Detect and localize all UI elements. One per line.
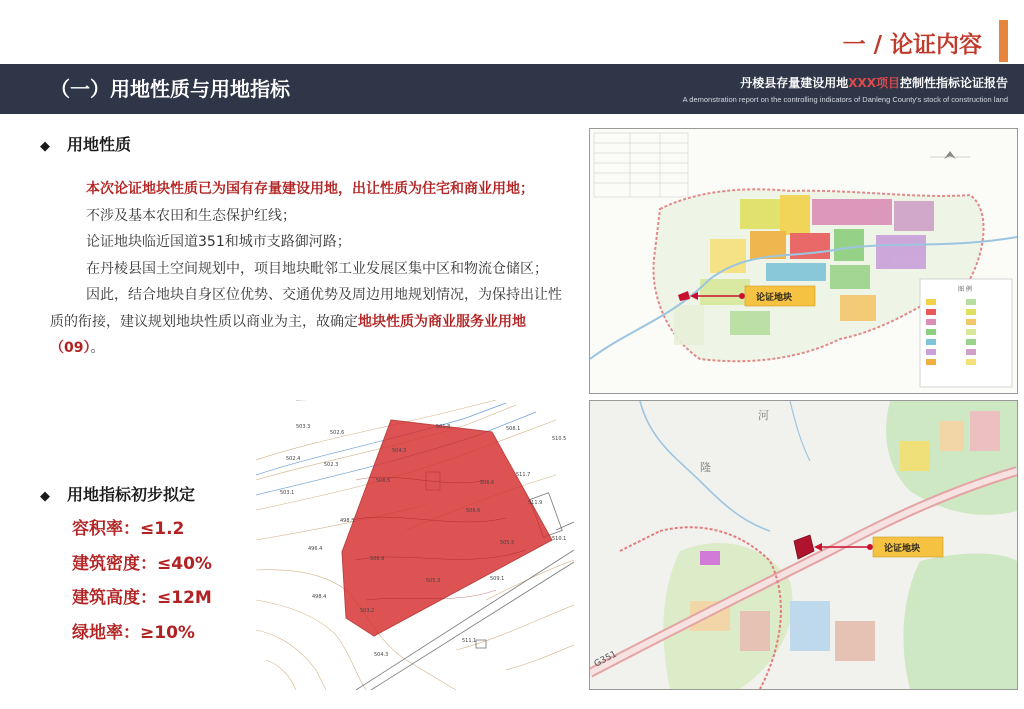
chapter-accent-bar: [999, 20, 1008, 62]
site-label-top: 论证地块: [756, 293, 793, 303]
elevation-label: 502.4: [286, 456, 301, 462]
river-name-label: 河: [758, 409, 769, 422]
elevation-label: 502.3: [324, 462, 339, 468]
conclusion-text: 因此，结合地块自身区位优势、交通优势及周边用地规划情况，为保持出让性质的衔接，建议规划地块性质以商业为主，故确定: [50, 287, 562, 330]
indicator-far: 容积率：≤1.2: [72, 519, 185, 539]
elevation-label: 496.4: [308, 546, 323, 552]
elevation-label: 498.4: [312, 594, 327, 600]
elevation-label: 505.5: [500, 540, 515, 546]
site-plan-drawing: [256, 400, 574, 690]
land-use-heading-label: 用地性质: [67, 135, 132, 154]
elevation-label: 503.1: [280, 490, 295, 496]
section-title: （一）用地性质与用地指标: [50, 77, 290, 101]
road-name-label: 隆: [700, 461, 711, 474]
report-title-prefix: 丹棱县存量建设用地: [740, 76, 849, 90]
conclusion-highlight: 地块性质为商业服务业用地（09）: [50, 313, 526, 356]
elevation-label: 511.9: [528, 500, 543, 506]
report-title-highlight: XXX项目: [848, 76, 900, 90]
elevation-label: 511.7: [516, 472, 531, 478]
report-title-english: A demonstration report on the controlling indicators of Danleng County's stock of construction land: [682, 95, 1008, 104]
land-use-conclusion: [50, 282, 570, 362]
elevation-label: 504.3: [374, 652, 389, 658]
section-banner: [0, 64, 1024, 114]
elevation-label: 510.1: [552, 536, 567, 542]
indicator-building-height: 建筑高度：≤12M: [72, 588, 212, 608]
conclusion-end: 。: [90, 340, 105, 356]
land-use-item: 论证地块临近国道351和城市支路御河路；: [86, 234, 351, 250]
report-title: [740, 74, 1008, 91]
county-landuse-drawing: [590, 129, 1017, 393]
chapter-title: 一 / 论证内容: [842, 32, 982, 58]
land-use-item: 在丹棱县国土空间规划中，项目地块毗邻工业发展区集中区和物流仓储区；: [86, 260, 548, 277]
indicators-heading: [40, 482, 195, 505]
legend-title: 图 例: [958, 286, 972, 293]
land-use-item: 不涉及基本农田和生态保护红线；: [86, 207, 296, 224]
elevation-label: 501.8: [436, 424, 451, 430]
land-use-lead: 本次论证地块性质已为国有存量建设用地，出让性质为住宅和商业用地；: [86, 181, 534, 197]
land-use-heading: [40, 132, 131, 155]
elevation-label: 508.1: [506, 426, 521, 432]
land-use-body: [50, 176, 570, 362]
site-label-bottom: 论证地块: [884, 544, 921, 554]
elevation-label: 506.5: [376, 478, 391, 484]
elevation-label: 509.1: [490, 576, 505, 582]
elevation-label: 510.5: [552, 436, 567, 442]
surrounding-landuse-drawing: [590, 401, 1017, 689]
elevation-label: 498.3: [340, 518, 355, 524]
diamond-bullet-icon: ◆: [40, 489, 50, 504]
county-landuse-map: [589, 128, 1018, 394]
surrounding-landuse-map: [589, 400, 1018, 690]
diamond-bullet-icon: ◆: [40, 139, 50, 154]
indicator-green-ratio: 绿地率：≥10%: [72, 622, 195, 643]
indicator-list: [72, 512, 212, 650]
road-label-g351: G351: [592, 649, 619, 670]
elevation-label: 504.3: [392, 448, 407, 454]
elevation-label: 511.1: [462, 638, 477, 644]
report-title-suffix: 控制性指标论证报告: [899, 76, 1008, 90]
elevation-label: 506.6: [466, 508, 481, 514]
elevation-label: 506.9: [370, 556, 385, 562]
elevation-label: 503.3: [296, 424, 311, 430]
elevation-label: 503.2: [360, 608, 375, 614]
elevation-label: 502.6: [330, 430, 345, 436]
indicators-heading-label: 用地指标初步拟定: [67, 485, 196, 504]
indicator-building-density: 建筑密度：≤40%: [72, 553, 212, 574]
elevation-label: 505.3: [426, 578, 441, 584]
elevation-label: 506.6: [480, 480, 495, 486]
map-legend: [920, 279, 1012, 387]
site-plan-map: [256, 400, 574, 690]
